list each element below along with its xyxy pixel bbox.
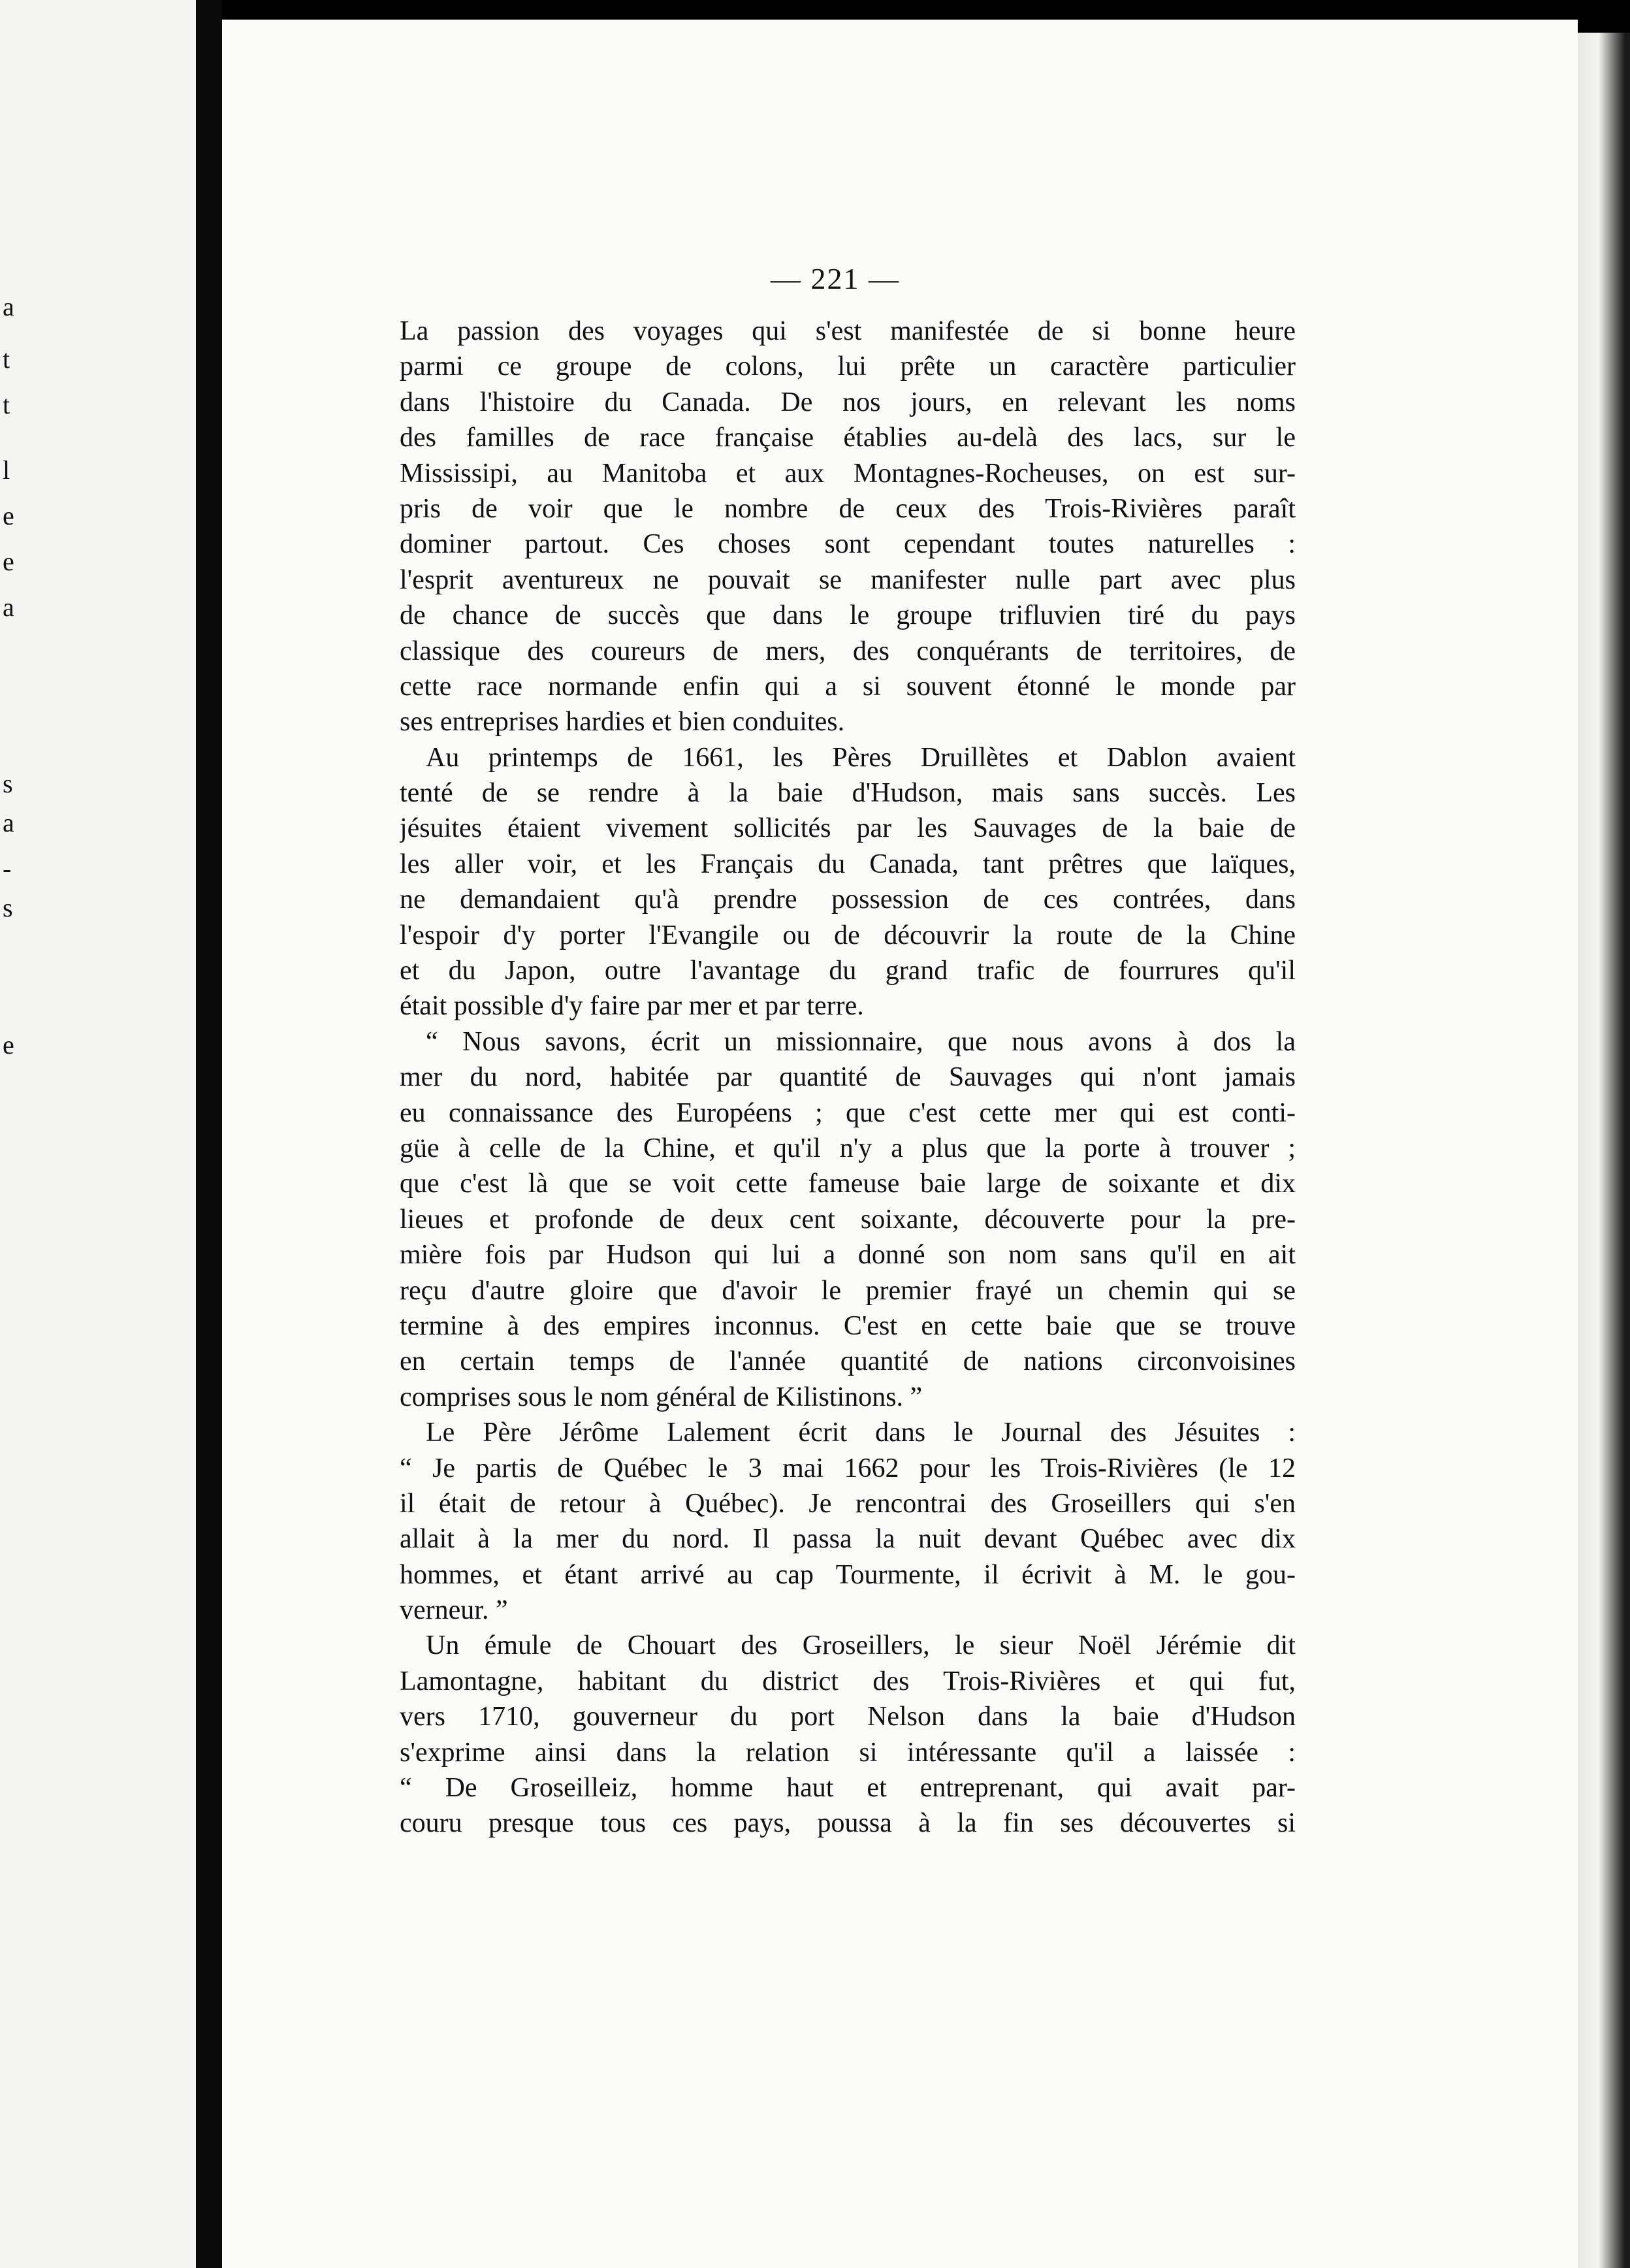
text-line: de chance de succès que dans le groupe trifluvien tiré du pays (400, 600, 1296, 631)
text-line: les aller voir, et les Français du Canada, tant prêtres que laïques, (400, 849, 1296, 879)
text-line: était possible d'y faire par mer et par terre. (400, 991, 864, 1022)
text-line: ne demandaient qu'à prendre possession de ces contrées, dans (400, 884, 1296, 915)
text-line: vers 1710, gouverneur du port Nelson dans la baie d'Hudson (400, 1702, 1296, 1732)
text-line: mer du nord, habitée par quantité de Sauvages qui n'ont jamais (400, 1062, 1296, 1093)
facing-page-margin (0, 0, 196, 2268)
text-line: l'espoir d'y porter l'Evangile ou de découvrir la route de la Chine (400, 920, 1296, 950)
cropped-letter: a (3, 808, 14, 837)
cropped-letter: e (3, 1030, 14, 1060)
text-line: classique des coureurs de mers, des conquérants de territoires, de (400, 636, 1296, 666)
cropped-letter: t (3, 344, 10, 374)
cropped-letter: e (3, 501, 14, 530)
text-line: couru presque tous ces pays, poussa à la fin ses découvertes si (400, 1808, 1296, 1839)
text-line: verneur. ” (400, 1595, 508, 1626)
text-line: hommes, et étant arrivé au cap Tourmente, il écrivit à M. le gou- (400, 1559, 1296, 1590)
page-edge-shadow (1578, 33, 1630, 2268)
text-line: “ De Groseilleiz, homme haut et entreprenant, qui avait par- (400, 1773, 1296, 1804)
text-line: l'esprit aventureux ne pouvait se manifester nulle part avec plus (400, 564, 1296, 595)
text-line: jésuites étaient vivement sollicités par les Sauvages de la baie de (400, 813, 1296, 844)
cropped-letter: s (3, 769, 13, 798)
book-gutter (196, 0, 222, 2268)
text-line: cette race normande enfin qui a si souvent étonné le monde par (400, 671, 1296, 702)
text-line: eu connaissance des Européens ; que c'est cette mer qui est conti- (400, 1097, 1296, 1128)
text-line: dans l'histoire du Canada. De nos jours, en relevant les noms (400, 387, 1296, 417)
text-line: s'exprime ainsi dans la relation si intéressante qu'il a laissée : (400, 1737, 1296, 1768)
body-text (400, 314, 1296, 1841)
text-line: termine à des empires inconnus. C'est en cette baie que se trouve (400, 1310, 1296, 1341)
cropped-letter: a (3, 292, 14, 321)
cropped-letter: l (3, 455, 10, 485)
cropped-letter: a (3, 592, 14, 622)
text-line: Au printemps de 1661, les Pères Druillètes et Dablon avaient (426, 742, 1296, 773)
text-line: Lamontagne, habitant du district des Trois-Rivières et qui fut, (400, 1666, 1296, 1696)
text-line: lieues et profonde de deux cent soixante, découverte pour la pre- (400, 1204, 1296, 1235)
text-line: que c'est là que se voit cette fameuse baie large de soixante et dix (400, 1169, 1296, 1199)
text-line: “ Nous savons, écrit un missionnaire, que nous avons à dos la (426, 1026, 1296, 1057)
text-line: mière fois par Hudson qui lui a donné son nom sans qu'il en ait (400, 1240, 1296, 1271)
text-line: güe à celle de la Chine, et qu'il n'y a plus que la porte à trouver ; (400, 1133, 1296, 1163)
cropped-letter: s (3, 893, 13, 922)
text-line: pris de voir que le nombre de ceux des Trois-Rivières paraît (400, 493, 1296, 524)
text-line: “ Je partis de Québec le 3 mai 1662 pour les Trois-Rivières (le 12 (400, 1453, 1296, 1483)
text-line: allait à la mer du nord. Il passa la nuit devant Québec avec dix (400, 1524, 1296, 1555)
cropped-letter: e (3, 547, 14, 576)
text-line: des familles de race française établies au-delà des lacs, sur le (400, 423, 1296, 453)
text-line: reçu d'autre gloire que d'avoir le premier frayé un chemin qui se (400, 1275, 1296, 1306)
text-line: dominer partout. Ces choses sont cependant toutes naturelles : (400, 529, 1296, 560)
text-line: comprises sous le nom général de Kilistinons. ” (400, 1382, 923, 1412)
text-line: parmi ce groupe de colons, lui prête un caractère particulier (400, 351, 1296, 382)
facing-page-cropped-letters (0, 294, 20, 1208)
text-line: Le Père Jérôme Lalement écrit dans le Journal des Jésuites : (426, 1418, 1296, 1448)
cropped-letter: - (3, 854, 12, 883)
page-number: — 221 — (771, 262, 900, 295)
text-line: Un émule de Chouart des Groseillers, le sieur Noël Jérémie dit (426, 1630, 1296, 1661)
text-line: tenté de se rendre à la baie d'Hudson, mais sans succès. Les (400, 778, 1296, 809)
text-line: La passion des voyages qui s'est manifestée de si bonne heure (400, 316, 1296, 346)
text-line: il était de retour à Québec). Je rencontrai des Groseillers qui s'en (400, 1488, 1296, 1519)
text-line: et du Japon, outre l'avantage du grand trafic de fourrures qu'il (400, 956, 1296, 986)
cropped-letter: t (3, 390, 10, 419)
text-line: Mississipi, au Manitoba et aux Montagnes-Rocheuses, on est sur- (400, 458, 1296, 489)
text-line: en certain temps de l'année quantité de nations circonvoisines (400, 1346, 1296, 1377)
text-line: ses entreprises hardies et bien conduites. (400, 707, 845, 737)
